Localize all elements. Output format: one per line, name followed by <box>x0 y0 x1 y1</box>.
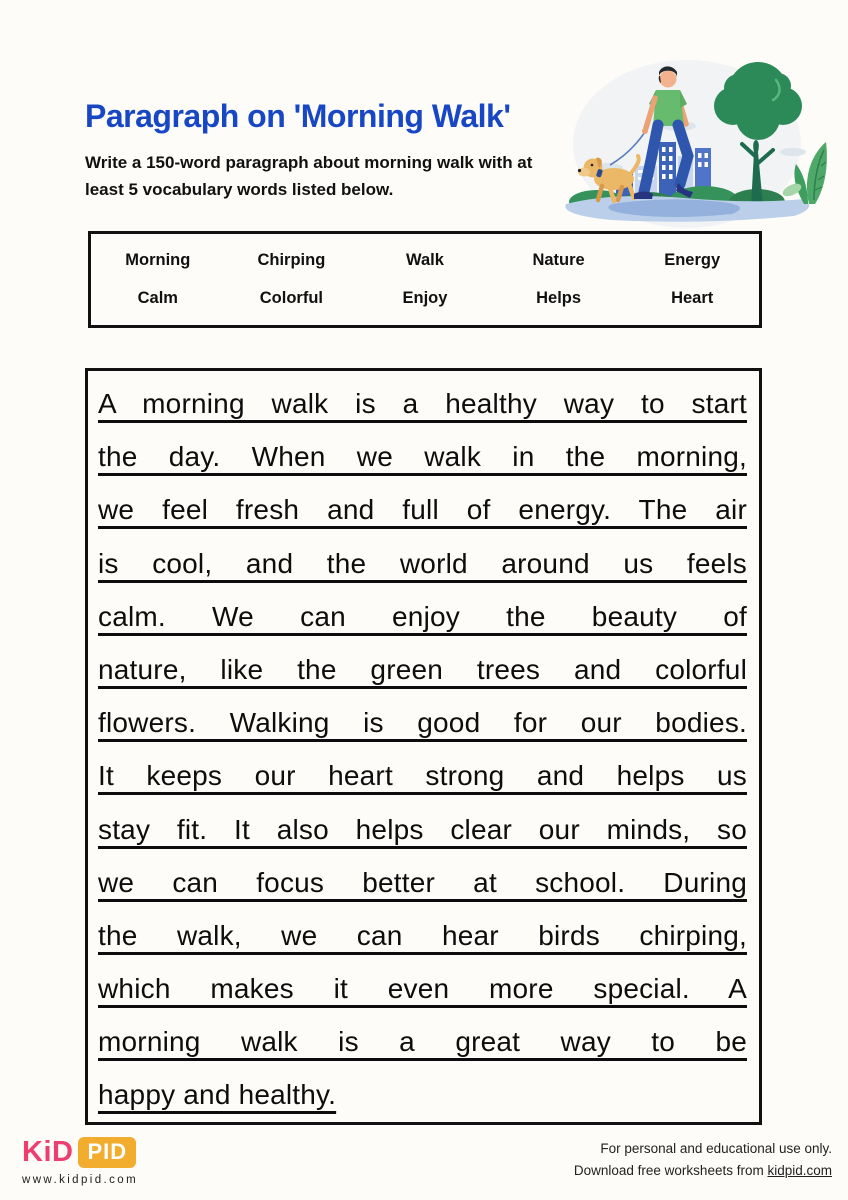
logo-pid-badge: PID <box>78 1137 136 1168</box>
vocab-word: Colorful <box>259 288 324 307</box>
footer-download-line <box>574 1160 832 1182</box>
vocab-word: Heart <box>671 288 714 307</box>
paragraph-line: nature, like the green trees and colorful <box>98 653 747 685</box>
paragraph-line: calm. We can enjoy the beauty of <box>98 600 747 632</box>
vocab-word: Chirping <box>257 251 326 270</box>
footer-download-text: Download free worksheets from <box>573 1162 768 1178</box>
paragraph-line: is cool, and the world around us feels <box>98 547 747 579</box>
paragraph-line: happy and healthy. <box>98 1079 337 1111</box>
logo-website-url: www.kidpid.com <box>22 1174 139 1186</box>
man-walking-dog-icon <box>552 52 844 230</box>
kidpid-logo <box>22 1136 138 1186</box>
vocabulary-box <box>88 231 762 328</box>
vocab-word: Morning <box>125 251 191 270</box>
morning-walk-illustration <box>552 52 844 230</box>
footer-note <box>574 1138 832 1181</box>
page-title: Paragraph on 'Morning Walk' <box>85 98 511 134</box>
kidpid-link[interactable]: kidpid.com <box>767 1162 832 1178</box>
paragraph-line: stay fit. It also helps clear our minds, so <box>98 813 747 845</box>
paragraph-line: which makes it even more special. A <box>98 973 747 1005</box>
paragraph-line: we can focus better at school. During <box>98 866 747 898</box>
vocab-word: Walk <box>406 251 444 270</box>
paragraph-line: the walk, we can hear birds chirping, <box>98 919 747 951</box>
instructions-text: Write a 150-word paragraph about morning walk with at least 5 vocabulary words listed below. <box>85 153 533 199</box>
footer-usage-line: For personal and educational use only. <box>600 1141 832 1156</box>
paragraph-line: we feel fresh and full of energy. The air <box>98 494 747 526</box>
vocab-word: Nature <box>532 251 585 270</box>
paragraph-line: A morning walk is a healthy way to start <box>98 388 747 419</box>
vocab-word: Energy <box>664 251 721 270</box>
paragraph-line: flowers. Walking is good for our bodies. <box>98 707 747 739</box>
vocab-word: Enjoy <box>402 288 448 307</box>
paragraph-answer-box <box>85 368 762 1125</box>
vocab-word: Calm <box>137 288 178 307</box>
paragraph-line: It keeps our heart strong and helps us <box>98 760 747 792</box>
vocab-word: Helps <box>536 288 582 307</box>
paragraph-line: the day. When we walk in the morning, <box>98 441 747 473</box>
logo-kid-text: KiD <box>22 1136 74 1168</box>
paragraph-line: morning walk is a great way to be <box>98 1026 747 1058</box>
